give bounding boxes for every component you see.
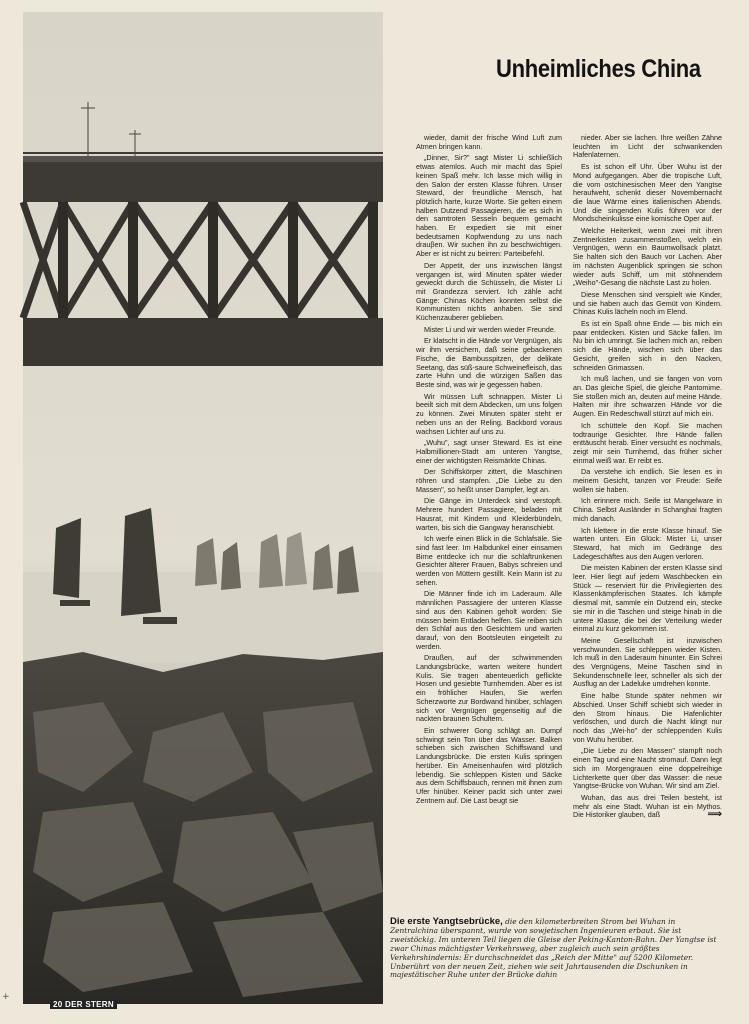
col2-paragraph: Da verstehe ich endlich. Sie lesen es in meinem Gesicht, tanzen vor Freude: Seife wollen sie haben. <box>573 467 722 494</box>
article-column-2 <box>573 134 722 894</box>
col1-paragraph: Mister Li und wir werden wieder Freunde. <box>424 324 556 334</box>
col2-paragraph: „Die Liebe zu den Massen" stampft noch einen Tag und eine Nacht stromauf. Dann legt sich im Morgengrauen eine doppelreihige Lichterkette quer über das Wasser: die neue Yangtse-Brücke von Wuhan. Wir sind am Ziel. <box>573 746 722 791</box>
col1-paragraph: „Dinner, Sir?" sagt Mister Li schließlich etwas atemlos. Auch mir macht das Spiel keinen Spaß mehr. Ich lasse mich willig in den Salon der ersten Klasse führen. Unser Steward, der freundliche Mensch, hat plötzlich harte, kurze Worte. Sie gelten einem halben Dutzend Passagieren, die es sich in den samtroten Sesseln bequem gemacht haben. Er expediert sie mit einer bedeutsamen Kopfwendung zu uns nach drauβen. Wir suchen ihn zu beschwichtigen. Aber er ist nicht zu beirren: Parteibefehl. <box>416 153 562 259</box>
caption-title: Die erste Yangtsebrücke, <box>390 916 503 927</box>
col1-paragraph: Wir müssen Luft schnappen. Mister Li beeilt sich mit dem Abdecken, um uns folgen zu können. Zwei Minuten später steht er neben uns an der Reling. Backbord voraus wachsen Lichter auf uns zu. <box>416 391 562 436</box>
article-column-1 <box>416 134 562 907</box>
col2-paragraph: Ich erinnere mich. Seife ist Mangelware in China. Selbst Ausländer in Schanghai fragten mich danach. <box>573 496 722 523</box>
col2-paragraph: Diese Menschen sind verspielt wie Kinder, und sie haben auch das Gemüt von Kindern. Chinas Kulis lächeln noch im Elend. <box>573 289 722 317</box>
col2-last-text: Wuhan, das aus drei Teilen besteht, ist mehr als eine Stadt. Wuhan ist ein Mythos. Die Historiker glauben, daß <box>573 792 722 820</box>
col1-paragraph: wieder, damit der frische Wind Luft zum Atmen bringen kann. <box>416 133 562 151</box>
col1-paragraph: Der Appetit, der uns inzwischen längst vergangen ist, wird Minuten später wieder geweckt durch die Schüsseln, die Mister Li mit Grandezza serviert. Ich zähle acht Gänge: Chinas Köchen konnten selbst die Kommunisten nichts anhaben. Sie sind Küchenzauberer geblieben. <box>416 260 562 323</box>
col2-paragraph: Die meisten Kabinen der ersten Klasse sind leer. Hier liegt auf jedem Waschbecken ein Stück — reserviert für die Privilegierten des Klassenkämpferischen Staates. Ich kämpfe diesmal mit, sammle ein Dutzend ein, stecke sie mir in die Taschen und steige hinab in die untere Klasse, die bei der Verteilung wieder einmal zu kurz gekommen ist. <box>573 563 722 634</box>
col2-paragraph: Ich schüttele den Kopf. Sie machen todtraurige Gesichter. Ihre Hände fallen enttäuscht herab. Einer versucht es nochmals, zeigt mir sein Turnhemd, das früher sicher einmal weiß war. Er reibt es. <box>573 420 722 465</box>
col1-paragraph: Ich werfe einen Blick in die Schlafsäle. Sie sind fast leer. Im Halbdunkel einer einsamen Birne entdecke ich nur die schlaftrunkenen Gesichter älterer Frauen, Babys schreien und werden von Müttern gestillt. Kein Mann ist zu sehen. <box>416 534 562 587</box>
col2-paragraph: Es ist ein Spaß ohne Ende — bis mich ein paar entdecken. Kisten und Säcke fallen. Im Nu bin ich umringt. Sie lachen mich an, reiben sich die Hände, wischen sich über das Gesicht, greifen sich in den Nacken, schneiden Grimassen. <box>573 319 722 372</box>
caption-text: die den kilometerbreiten Strom bei Wuhan in Zentralchina überspannt, wurde von sowjetischen Ingenieuren erbaut. Sie ist zweistöckig. Im unteren Teil liegen die Gleise der Peking-Kanton-Bahn. Der Yangtse ist zwar Chinas mächtigster Verkehrsweg, aber zugleich auch sein größtes Verkehrshindernis: Er durchschneidet das „Reich der Mitte" auf 5200 Kilometer. Unberührt von der neuen Zeit, ziehen wie seit Jahrtausenden die Dschunken in majestätischer Ruhe unter der Brücke dahin <box>390 917 717 980</box>
col1-paragraph: Der Schiffskörper zittert, die Maschinen röhren und stampfen. „Die Liebe zu den Massen", so heißt unser Dampfer, legt an. <box>416 467 562 494</box>
col2-paragraph: Eine halbe Stunde später nehmen wir Abschied. Unser Schiff schiebt sich wieder in den Strom hinaus. Die Hafenlichter verlöschen, und durch die Nacht klingt nur noch das „Wei-ho" der schleppenden Kulis von Wuhu herüber. <box>573 691 722 744</box>
bridge-photograph <box>23 12 383 1009</box>
col1-paragraph: Die Männer finde ich im Laderaum. Alle männlichen Passagiere der unteren Klasse sind aus den Kabinen geholt worden: Sie müssen beim Entladen helfen. Sie reiben sich den Schlaf aus den Gesichtern und warten darauf, von den Bootsleuten eingeteilt zu werden. <box>416 589 562 651</box>
crop-marker: + <box>2 992 10 1002</box>
col1-paragraph: Die Gänge im Unterdeck sind verstopft. Mehrere hundert Passagiere, beladen mit Hausrat, mit Kindern und Kleiderbündeln, warten, bis sich die Gangway heranschiebt. <box>416 496 562 532</box>
photo-caption <box>390 918 725 980</box>
article-headline: Unheimliches China <box>496 54 701 83</box>
col2-paragraph <box>573 794 722 820</box>
col1-paragraph: „Wuhu", sagt unser Steward. Es ist eine Halbmillionen-Stadt am unteren Yangtse, einer der wichtigsten Reismärkte Chinas. <box>416 438 562 465</box>
col1-paragraph: Er klatscht in die Hände vor Vergnügen, als wir ihm versichern, daß seine gebackenen Fische, die Bambusspitzen, der delikate Seetang, das süß-saure Schweinefleisch, das zarte Huhn und die würzigen Saßen das Beste sind, was wir je gegessen haben. <box>416 336 562 389</box>
col2-paragraph: Meine Gesellschaft ist inzwischen verschwunden. Sie schleppen wieder Kisten. Ich muß in den Laderaum hinunter. Ein Schrei des Vergnügens, Meine Taschen sind in Sekundenschnelle leer, schneller als sich der Ausflug an der Ladeluke umdrehen konnte. <box>573 635 722 689</box>
folio: 20 DER STERN <box>50 1000 117 1009</box>
col2-paragraph: Ich klettere in die erste Klasse hinauf. Sie warten unten. Ein Glück: Mister Li, unser Steward, hat mich im Gedränge des Ladegeschäftes aus den Augen verloren. <box>573 525 722 561</box>
col2-paragraph: Welche Heiterkeit, wenn zwei mit ihren Zentnerkisten zusammenstoßen, welch ein Vergnügen, wenn ein Baumwollsack platzt. Sie halten sich den Bauch vor Lachen. Aber im nächsten Augenblick springen sie schon wieder aufs Schiff, um mit stöhnendem „Weiho"-Gesang die nächste Last zu holen. <box>573 226 722 288</box>
col1-paragraph: Draußen, auf der schwimmenden Landungsbrücke, warten weitere hundert Kulis. Sie tragen abenteuerlich geflickte Hosen und gesiebte Turnhemden. Aber es ist ein fröhlicher Haufen, Sie werfen Scherzworte zur Bordwand hinüber, schlagen sich vor Vergnügen gegenseitig auf die nackten braunen Schultern. <box>416 653 562 724</box>
col1-paragraph: Ein schwerer Gong schlägt an. Dumpf schwingt sein Ton über das Wasser. Balken schieben sich zwischen Schiffswand und Landungsbrücke. Die ersten Kulis springen herüber. Ein Ameisenhaufen wird plötzlich lebendig. Sie schleppen Kisten und Säcke aus dem Schiffsbauch, rennen mit ihnen zum Ufer hinüber. Keiner packt sich unter zwei Zentnern auf. Die Last beugt sie <box>416 726 562 805</box>
col2-paragraph: Ich muß lachen, und sie fangen von vorn an. Das gleiche Spiel, die gleiche Pantomime. Sie stoßen mich an, deuten auf meine Hände. Halten mir ihre schwarzen Hände vor die Augen. Ein Redeschwall stürzt auf mich ein. <box>573 374 722 419</box>
continued-arrow-icon: ⟹ <box>707 809 722 821</box>
col2-paragraph: Es ist schon elf Uhr. Über Wuhu ist der Mond aufgegangen. Aber die tropische Luft, die vom ostchinesischen Meer den Yangtse heraufweht, schenkt dieser Novembernacht die laue Wärme eines italienischen Abends. Und die singenden Kulis führen vor der Mondscheinkulisse eine komische Oper auf. <box>573 162 722 224</box>
col2-paragraph: nieder. Aber sie lachen. Ihre weißen Zähne leuchten im Licht der schwankenden Hafenlaternen. <box>573 133 722 160</box>
